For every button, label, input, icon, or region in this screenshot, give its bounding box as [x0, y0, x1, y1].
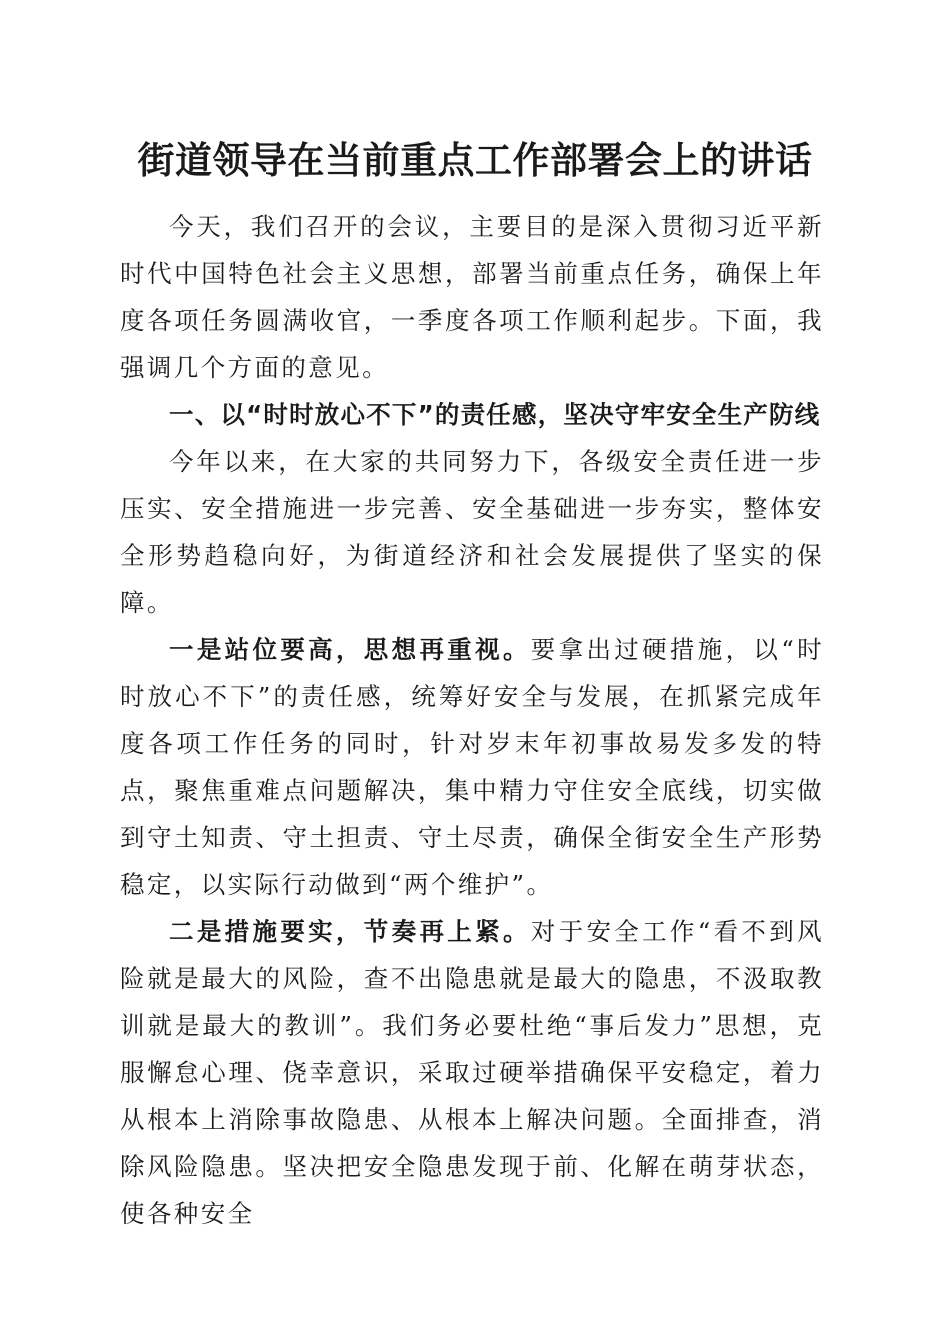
point-text-2: 对于安全工作“看不到风险就是最大的风险，查不出隐患就是最大的隐患，不汲取教训就是最大的教训”。我们务必要杜绝“事后发力”思想，克服懈怠心理、侥幸意识，采取过硬举措确保平安稳定，着力从根本上消除事故隐患、从根本上解决问题。全面排查，消除风险隐患。坚决把安全隐患发现于前、化解在萌芽状态，使各种安全 [120, 917, 824, 1228]
point-paragraph-1 [120, 626, 824, 908]
section-heading: 一、以“时时放心不下”的责任感，坚决守牢安全生产防线 [169, 400, 821, 429]
point-text-1: 要拿出过硬措施，以“时时放心不下”的责任感，统筹好安全与发展，在抓紧完成年度各项工作任务的同时，针对岁末年初事故易发多发的特点，聚焦重难点问题解决，集中精力守住安全底线，切实做到守土知责、守土担责、守土尽责，确保全街安全生产形势稳定，以实际行动做到“两个维护”。 [120, 635, 824, 899]
document-title: 街道领导在当前重点工作部署会上的讲话 [137, 138, 813, 182]
point-lead-2: 二是措施要实，节奏再上紧。 [169, 917, 531, 946]
section-paragraph: 今年以来，在大家的共同努力下，各级安全责任进一步压实、安全措施进一步完善、安全基础进一步夯实，整体安全形势趋稳向好，为街道经济和社会发展提供了坚实的保障。 [120, 447, 824, 617]
point-paragraph-2 [120, 908, 824, 1237]
point-lead-1: 一是站位要高，思想再重视。 [169, 635, 531, 664]
intro-paragraph: 今天，我们召开的会议，主要目的是深入贯彻习近平新时代中国特色社会主义思想，部署当前重点任务，确保上年度各项任务圆满收官，一季度各项工作顺利起步。下面，我强调几个方面的意见。 [120, 212, 824, 382]
document-body [120, 203, 824, 1237]
